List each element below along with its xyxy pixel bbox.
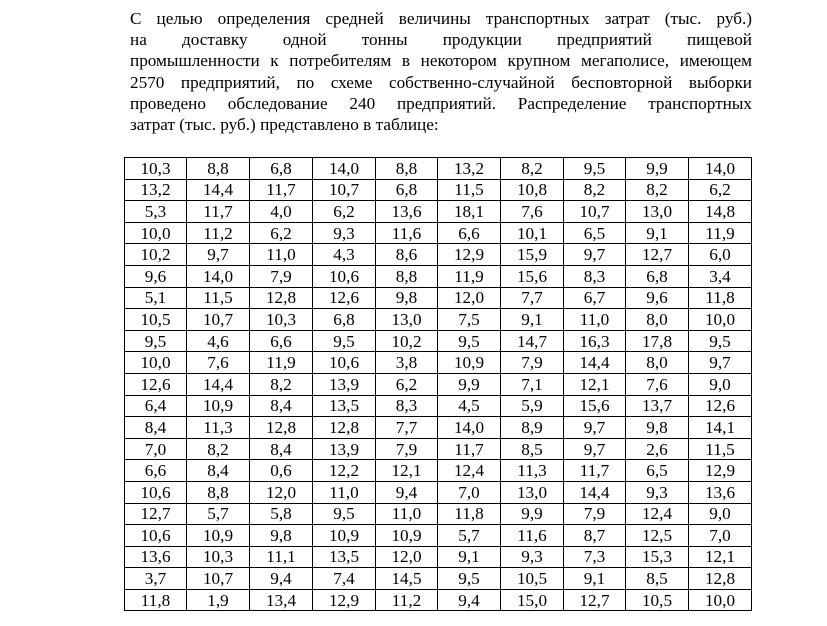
- table-cell: 10,0: [125, 352, 187, 374]
- table-cell: 9,7: [187, 244, 250, 266]
- table-cell: 8,7: [564, 525, 626, 547]
- table-row: [125, 481, 752, 503]
- table-row: [125, 201, 752, 223]
- table-cell: 6,2: [250, 222, 313, 244]
- table-cell: 17,8: [626, 330, 689, 352]
- table-cell: 12,5: [626, 525, 689, 547]
- table-cell: 6,6: [250, 330, 313, 352]
- table-cell: 10,9: [438, 352, 501, 374]
- table-row: [125, 546, 752, 568]
- table-cell: 9,4: [438, 589, 501, 611]
- table-cell: 9,7: [564, 438, 626, 460]
- statement-line-3: промышленности к потребителям в некотором крупном мегаполисе, имеющем: [130, 51, 752, 71]
- table-row: [125, 568, 752, 590]
- table-row: [125, 395, 752, 417]
- table-cell: 10,0: [125, 222, 187, 244]
- table-cell: 8,8: [376, 265, 438, 287]
- table-cell: 10,3: [187, 546, 250, 568]
- table-row: [125, 244, 752, 266]
- table-cell: 12,8: [689, 568, 752, 590]
- table-cell: 12,6: [689, 395, 752, 417]
- table-cell: 14,0: [313, 158, 376, 180]
- table-cell: 15,6: [564, 395, 626, 417]
- table-cell: 6,0: [689, 244, 752, 266]
- table-cell: 14,0: [689, 158, 752, 180]
- table-cell: 8,8: [376, 158, 438, 180]
- table-cell: 8,2: [626, 179, 689, 201]
- table-cell: 8,4: [125, 417, 187, 439]
- table-cell: 9,5: [438, 568, 501, 590]
- table-cell: 10,7: [187, 568, 250, 590]
- table-cell: 14,4: [187, 179, 250, 201]
- table-cell: 9,4: [376, 481, 438, 503]
- table-cell: 13,6: [689, 481, 752, 503]
- table-cell: 10,0: [689, 309, 752, 331]
- table-cell: 18,1: [438, 201, 501, 223]
- table-cell: 9,5: [689, 330, 752, 352]
- table-cell: 9,0: [689, 503, 752, 525]
- table-cell: 10,6: [125, 525, 187, 547]
- table-cell: 9,9: [626, 158, 689, 180]
- table-cell: 9,7: [564, 417, 626, 439]
- table-row: [125, 265, 752, 287]
- table-cell: 13,6: [376, 201, 438, 223]
- table-cell: 11,3: [187, 417, 250, 439]
- table-cell: 7,0: [125, 438, 187, 460]
- table-cell: 11,7: [250, 179, 313, 201]
- table-row: [125, 525, 752, 547]
- table-cell: 6,2: [313, 201, 376, 223]
- table-cell: 9,8: [250, 525, 313, 547]
- table-cell: 13,4: [250, 589, 313, 611]
- table-cell: 10,2: [376, 330, 438, 352]
- table-cell: 11,3: [501, 460, 564, 482]
- table-cell: 8,8: [187, 481, 250, 503]
- table-cell: 8,3: [564, 265, 626, 287]
- table-row: [125, 330, 752, 352]
- table-cell: 10,7: [187, 309, 250, 331]
- table-cell: 4,6: [187, 330, 250, 352]
- table-cell: 6,5: [564, 222, 626, 244]
- table-cell: 14,7: [501, 330, 564, 352]
- table-cell: 11,1: [250, 546, 313, 568]
- table-row: [125, 438, 752, 460]
- table-cell: 12,4: [626, 503, 689, 525]
- table-cell: 11,6: [376, 222, 438, 244]
- table-cell: 5,9: [501, 395, 564, 417]
- table-cell: 8,2: [187, 438, 250, 460]
- table-cell: 12,8: [250, 287, 313, 309]
- table-cell: 12,0: [250, 481, 313, 503]
- table-cell: 7,9: [564, 503, 626, 525]
- table-cell: 10,0: [689, 589, 752, 611]
- table-cell: 15,9: [501, 244, 564, 266]
- table-cell: 12,6: [125, 373, 187, 395]
- table-cell: 12,9: [438, 244, 501, 266]
- table-cell: 6,8: [376, 179, 438, 201]
- table-cell: 9,7: [564, 244, 626, 266]
- table-cell: 11,9: [689, 222, 752, 244]
- table-cell: 10,5: [125, 309, 187, 331]
- table-cell: 10,3: [125, 158, 187, 180]
- table-cell: 11,9: [438, 265, 501, 287]
- table-cell: 8,4: [250, 438, 313, 460]
- table-cell: 14,4: [187, 373, 250, 395]
- table-cell: 11,2: [376, 589, 438, 611]
- table-cell: 12,6: [313, 287, 376, 309]
- table-cell: 9,1: [438, 546, 501, 568]
- table-cell: 7,6: [187, 352, 250, 374]
- table-cell: 7,6: [501, 201, 564, 223]
- table-cell: 7,0: [689, 525, 752, 547]
- table-cell: 13,9: [313, 438, 376, 460]
- table-cell: 12,7: [564, 589, 626, 611]
- table-cell: 7,4: [313, 568, 376, 590]
- table-cell: 11,5: [438, 179, 501, 201]
- table-cell: 14,4: [564, 352, 626, 374]
- table-cell: 11,7: [187, 201, 250, 223]
- table-cell: 9,6: [626, 287, 689, 309]
- table-cell: 9,5: [313, 330, 376, 352]
- table-cell: 9,5: [438, 330, 501, 352]
- table-cell: 7,5: [438, 309, 501, 331]
- table-cell: 9,5: [125, 330, 187, 352]
- table-cell: 12,0: [438, 287, 501, 309]
- table-cell: 10,9: [187, 395, 250, 417]
- table-cell: 12,7: [626, 244, 689, 266]
- table-cell: 9,0: [689, 373, 752, 395]
- table-cell: 12,9: [313, 589, 376, 611]
- table-cell: 12,4: [438, 460, 501, 482]
- table-cell: 15,6: [501, 265, 564, 287]
- table-row: [125, 460, 752, 482]
- table-cell: 12,8: [250, 417, 313, 439]
- table-cell: 9,3: [313, 222, 376, 244]
- table-cell: 4,0: [250, 201, 313, 223]
- table-cell: 13,7: [626, 395, 689, 417]
- table-cell: 13,0: [626, 201, 689, 223]
- table-cell: 12,8: [313, 417, 376, 439]
- table-cell: 12,7: [125, 503, 187, 525]
- table-cell: 11,0: [376, 503, 438, 525]
- table-cell: 11,0: [250, 244, 313, 266]
- statement-line-5: проведено обследование 240 предприятий. Распределение транспортных: [130, 93, 752, 113]
- table-cell: 9,8: [376, 287, 438, 309]
- table-cell: 2,6: [626, 438, 689, 460]
- table-cell: 6,2: [376, 373, 438, 395]
- problem-statement: [130, 8, 752, 135]
- table-cell: 10,5: [501, 568, 564, 590]
- table-cell: 8,2: [564, 179, 626, 201]
- table-cell: 6,8: [313, 309, 376, 331]
- table-cell: 8,4: [187, 460, 250, 482]
- table-cell: 14,8: [689, 201, 752, 223]
- table-row: [125, 158, 752, 180]
- table-cell: 15,3: [626, 546, 689, 568]
- table-cell: 5,3: [125, 201, 187, 223]
- table-cell: 10,6: [313, 352, 376, 374]
- table-cell: 6,8: [626, 265, 689, 287]
- table-cell: 9,5: [313, 503, 376, 525]
- table-cell: 9,1: [501, 309, 564, 331]
- transport-costs-table: [124, 157, 752, 611]
- table-cell: 4,5: [438, 395, 501, 417]
- table-cell: 10,9: [376, 525, 438, 547]
- table-cell: 12,1: [376, 460, 438, 482]
- table-cell: 7,9: [376, 438, 438, 460]
- table-cell: 13,2: [125, 179, 187, 201]
- table-cell: 6,7: [564, 287, 626, 309]
- table-cell: 11,5: [187, 287, 250, 309]
- table-cell: 9,4: [250, 568, 313, 590]
- table-cell: 5,7: [438, 525, 501, 547]
- table-row: [125, 179, 752, 201]
- table-cell: 11,7: [438, 438, 501, 460]
- table-cell: 11,0: [313, 481, 376, 503]
- table-cell: 10,5: [626, 589, 689, 611]
- table-cell: 14,0: [187, 265, 250, 287]
- table-cell: 11,8: [125, 589, 187, 611]
- table-cell: 9,6: [125, 265, 187, 287]
- table-cell: 11,2: [187, 222, 250, 244]
- table-cell: 12,1: [689, 546, 752, 568]
- table-cell: 9,3: [626, 481, 689, 503]
- statement-line-2: на доставку одной тонны продукции предприятий пищевой: [130, 30, 752, 50]
- table-cell: 10,1: [501, 222, 564, 244]
- table-cell: 7,6: [626, 373, 689, 395]
- table-row: [125, 309, 752, 331]
- table-cell: 8,2: [501, 158, 564, 180]
- table-cell: 9,1: [626, 222, 689, 244]
- table-cell: 8,0: [626, 309, 689, 331]
- table-cell: 13,5: [313, 546, 376, 568]
- table-cell: 10,7: [313, 179, 376, 201]
- table-cell: 10,9: [313, 525, 376, 547]
- table-row: [125, 287, 752, 309]
- table-cell: 13,2: [438, 158, 501, 180]
- table-cell: 3,8: [376, 352, 438, 374]
- table-cell: 14,1: [689, 417, 752, 439]
- table-cell: 12,0: [376, 546, 438, 568]
- table-cell: 13,0: [501, 481, 564, 503]
- table-cell: 8,3: [376, 395, 438, 417]
- table-cell: 7,7: [376, 417, 438, 439]
- table-cell: 10,8: [501, 179, 564, 201]
- table-cell: 10,6: [125, 481, 187, 503]
- table-cell: 9,3: [501, 546, 564, 568]
- table-cell: 11,6: [501, 525, 564, 547]
- table-cell: 8,4: [250, 395, 313, 417]
- table-cell: 7,9: [250, 265, 313, 287]
- statement-line-6: затрат (тыс. руб.) представлено в таблице:: [130, 115, 439, 135]
- table-cell: 10,9: [187, 525, 250, 547]
- table-cell: 8,5: [501, 438, 564, 460]
- table-cell: 9,7: [689, 352, 752, 374]
- table-row: [125, 589, 752, 611]
- table-cell: 6,6: [438, 222, 501, 244]
- table-cell: 6,4: [125, 395, 187, 417]
- table-cell: 11,0: [564, 309, 626, 331]
- table-cell: 8,6: [376, 244, 438, 266]
- table-cell: 7,7: [501, 287, 564, 309]
- table-cell: 9,8: [626, 417, 689, 439]
- table-cell: 8,9: [501, 417, 564, 439]
- table-cell: 9,1: [564, 568, 626, 590]
- table-cell: 3,4: [689, 265, 752, 287]
- table-cell: 5,8: [250, 503, 313, 525]
- table-cell: 7,1: [501, 373, 564, 395]
- table-cell: 14,0: [438, 417, 501, 439]
- table-cell: 8,8: [187, 158, 250, 180]
- table-cell: 5,1: [125, 287, 187, 309]
- table-cell: 0,6: [250, 460, 313, 482]
- table-cell: 14,5: [376, 568, 438, 590]
- table-cell: 10,7: [564, 201, 626, 223]
- table-cell: 3,7: [125, 568, 187, 590]
- statement-line-4: 2570 предприятий, по схеме собственно-случайной бесповторной выборки: [130, 72, 752, 92]
- table-cell: 6,6: [125, 460, 187, 482]
- table-cell: 11,8: [438, 503, 501, 525]
- table-row: [125, 503, 752, 525]
- table-cell: 12,1: [564, 373, 626, 395]
- table-cell: 11,8: [689, 287, 752, 309]
- table-cell: 16,3: [564, 330, 626, 352]
- table-cell: 6,5: [626, 460, 689, 482]
- table-cell: 6,8: [250, 158, 313, 180]
- table-cell: 9,9: [438, 373, 501, 395]
- table-cell: 13,6: [125, 546, 187, 568]
- table-cell: 13,5: [313, 395, 376, 417]
- table-cell: 7,3: [564, 546, 626, 568]
- table-cell: 6,2: [689, 179, 752, 201]
- table-cell: 13,9: [313, 373, 376, 395]
- table-cell: 11,7: [564, 460, 626, 482]
- table-row: [125, 373, 752, 395]
- table-cell: 11,9: [250, 352, 313, 374]
- table-cell: 14,4: [564, 481, 626, 503]
- table-cell: 10,6: [313, 265, 376, 287]
- table-cell: 10,3: [250, 309, 313, 331]
- table-cell: 4,3: [313, 244, 376, 266]
- table-cell: 8,5: [626, 568, 689, 590]
- table-cell: 12,9: [689, 460, 752, 482]
- table-cell: 13,0: [376, 309, 438, 331]
- table-cell: 8,0: [626, 352, 689, 374]
- table-cell: 7,9: [501, 352, 564, 374]
- table-cell: 8,2: [250, 373, 313, 395]
- table-cell: 12,2: [313, 460, 376, 482]
- table-cell: 10,2: [125, 244, 187, 266]
- table-cell: 15,0: [501, 589, 564, 611]
- table-cell: 7,0: [438, 481, 501, 503]
- table-cell: 9,5: [564, 158, 626, 180]
- table-row: [125, 417, 752, 439]
- table-body: [125, 158, 752, 611]
- table-cell: 1,9: [187, 589, 250, 611]
- statement-line-1: С целью определения средней величины транспортных затрат (тыс. руб.): [130, 9, 752, 28]
- table-row: [125, 352, 752, 374]
- table-row: [125, 222, 752, 244]
- table-cell: 5,7: [187, 503, 250, 525]
- table-cell: 9,9: [501, 503, 564, 525]
- table-cell: 11,5: [689, 438, 752, 460]
